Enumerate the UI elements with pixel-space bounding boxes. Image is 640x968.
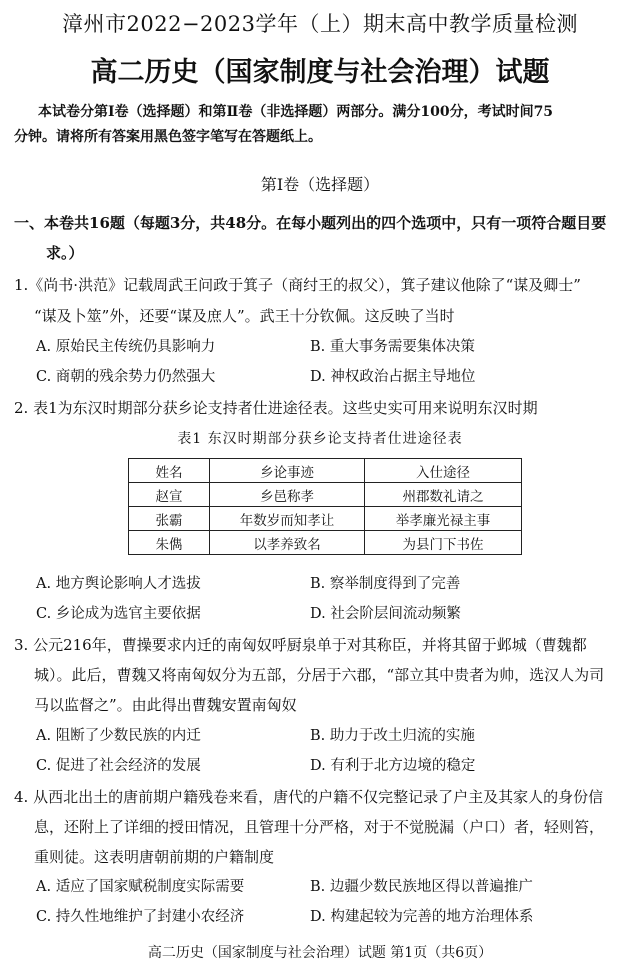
exam-subject-title: 高二历史（国家制度与社会治理）试题 bbox=[90, 57, 550, 88]
question-2-option-c: C. 乡论成为选官主要依据 bbox=[36, 606, 201, 622]
question-2-option-d: D. 社会阶层间流动频繁 bbox=[310, 606, 461, 622]
table-cell: 赵宣 bbox=[129, 483, 210, 507]
question-2-option-a: A. 地方舆论影响人才选拔 bbox=[36, 576, 201, 592]
table-cell: 年数岁而知孝让 bbox=[210, 507, 365, 531]
question-2-stem-line-1: 2. 表1为东汉时期部分获乡论支持者仕进途径表。这些史实可用来说明东汉时期 bbox=[14, 399, 538, 417]
table-cell: 朱儁 bbox=[129, 531, 210, 555]
question-3-option-b: B. 助力于改土归流的实施 bbox=[310, 728, 475, 744]
instruction-line-1: 一、本卷共16题（每题3分，共48分。在每小题列出的四个选项中，只有一项符合题目要 bbox=[14, 214, 607, 232]
table-header-cell: 姓名 bbox=[129, 459, 210, 483]
question-3-option-a: A. 阻断了少数民族的内迁 bbox=[36, 728, 201, 744]
instruction-line-2: 求。） bbox=[46, 244, 84, 262]
question-4-option-c: C. 持久性地维护了封建小农经济 bbox=[36, 909, 245, 925]
table-header-cell: 乡论事迹 bbox=[210, 459, 365, 483]
table-header-row bbox=[129, 459, 522, 483]
question-1-stem-line-2: “谋及卜筮”外，还要“谋及庶人”。武王十分钦佩。这反映了当时 bbox=[34, 307, 455, 325]
question-1-option-c: C. 商朝的残余势力仍然强大 bbox=[36, 369, 216, 385]
question-2-option-b: B. 察举制度得到了完善 bbox=[310, 576, 461, 592]
question-3-stem-line-2: 城）。此后，曹魏又将南匈奴分为五部，分居于六郡，“部立其中贵者为帅，选汉人为司 bbox=[34, 666, 605, 684]
question-4-option-d: D. 构建起较为完善的地方治理体系 bbox=[310, 909, 534, 925]
table-row bbox=[129, 531, 522, 555]
question-3-option-c: C. 促进了社会经济的发展 bbox=[36, 758, 201, 774]
table-1-caption: 表1 东汉时期部分获乡论支持者仕进途径表 bbox=[177, 431, 463, 447]
question-3-option-d: D. 有利于北方边境的稳定 bbox=[310, 758, 476, 774]
table-header-cell: 入仕途径 bbox=[365, 459, 522, 483]
question-1-option-d: D. 神权政治占据主导地位 bbox=[310, 369, 476, 385]
question-4-option-a: A. 适应了国家赋税制度实际需要 bbox=[36, 879, 245, 895]
exam-note-line-2: 分钟。请将所有答案用黑色签字笔写在答题纸上。 bbox=[14, 129, 322, 145]
exam-title: 漳州市2022−2023学年（上）期末高中教学质量检测 bbox=[62, 12, 578, 36]
exam-note-line-1: 本试卷分第Ⅰ卷（选择题）和第Ⅱ卷（非选择题）两部分。满分100分，考试时间75 bbox=[38, 104, 554, 120]
table-row bbox=[129, 507, 522, 531]
question-4-stem-line-2: 息，还附上了详细的授田情况，且管理十分严格，对于不觉脱漏（户口）者，轻则笞， bbox=[34, 818, 605, 836]
table-cell: 为县门下书佐 bbox=[365, 531, 522, 555]
table-row bbox=[129, 483, 522, 507]
table-cell: 举孝廉光禄主事 bbox=[365, 507, 522, 531]
table-cell: 以孝养致名 bbox=[210, 531, 365, 555]
question-1-option-b: B. 重大事务需要集体决策 bbox=[310, 339, 475, 355]
table-1 bbox=[128, 458, 522, 555]
table-cell: 张霸 bbox=[129, 507, 210, 531]
table-cell: 乡邑称孝 bbox=[210, 483, 365, 507]
section-title: 第Ⅰ卷（选择题） bbox=[260, 175, 380, 194]
question-4-stem-line-3: 重则徒。这表明唐朝前期的户籍制度 bbox=[34, 848, 275, 866]
question-3-stem-line-3: 马以监督之”。由此得出曹魏安置南匈奴 bbox=[34, 696, 297, 714]
question-1-stem-line-1: 1.《尚书·洪范》记载周武王问政于箕子（商纣王的叔父），箕子建议他除了“谋及卿士” bbox=[14, 276, 581, 294]
question-4-stem-line-1: 4. 从西北出土的唐前期户籍残卷来看，唐代的户籍不仅完整记录了户主及其家人的身份信 bbox=[14, 788, 604, 806]
question-4-option-b: B. 边疆少数民族地区得以普遍推广 bbox=[310, 879, 533, 895]
page-footer: 高二历史（国家制度与社会治理）试题 第1页（共6页） bbox=[147, 945, 493, 961]
question-3-stem-line-1: 3. 公元216年，曹操要求内迁的南匈奴呼厨泉单于对其称臣，并将其留于邺城（曹魏都 bbox=[14, 636, 587, 654]
table-cell: 州郡数礼请之 bbox=[365, 483, 522, 507]
question-1-option-a: A. 原始民主传统仍具影响力 bbox=[36, 339, 216, 355]
